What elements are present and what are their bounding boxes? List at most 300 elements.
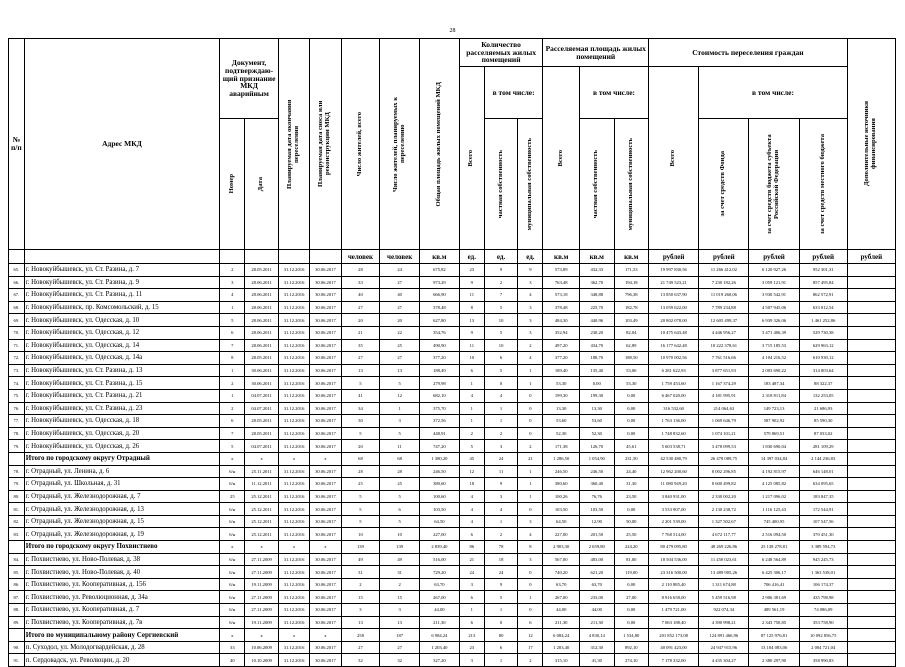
row-number: 65. [9,264,25,277]
row-number: 82. [9,515,25,528]
row-address: г. Отрадный, ул. Ленина, д. 6 [24,465,220,478]
row-cell: x [245,452,278,465]
row-cell: 27.11.2009 [245,591,278,604]
row-cell: 31.12.2016 [278,427,309,440]
row-address: г. Новокуйбышевск, ул. Ст. Разина, д. 13 [24,364,220,377]
row-cell: 2 839,40 [420,541,460,554]
row-cell: 30.06.2017 [310,301,341,314]
row-cell: 27 [341,641,380,654]
table-row [9,490,896,503]
row-cell: 316 532,60 [649,402,699,415]
row-cell: 33 [341,276,380,289]
row-cell: 682,10 [420,389,460,402]
row-number: 85. [9,566,25,579]
unit-cell: ед. [484,250,517,264]
table-row [9,478,896,491]
row-cell: 633 012,54 [799,301,847,314]
row-cell: 12 [380,389,420,402]
row-cell: 0 [484,377,517,390]
unit-cell: кв.м [420,250,460,264]
row-cell: 31.12.2016 [278,515,309,528]
row-cell: 377,20 [543,352,580,365]
table-row [9,440,896,453]
row-cell: 30.06.2017 [310,616,341,629]
row-cell: 103,50 [420,503,460,516]
row-cell: 4 [459,490,484,503]
row-cell: 30.06.2011 [245,377,278,390]
row-cell [847,503,895,516]
row-address: г. Новокуйбышевск, ул. Ст. Разина, д. 7 [24,264,220,277]
row-address: г. Отрадный, ул. Железнодорожная, д. 13 [24,503,220,516]
row-address: г. Похвистнево, ул. Кооперативная, д. 156 [24,578,220,591]
table-row [9,427,896,440]
row-cell [847,289,895,302]
table-header [9,39,896,264]
row-cell: 32 [380,654,420,667]
row-cell: 529 730,38 [799,326,847,339]
unit-cell: ед. [459,250,484,264]
row-cell: 5 [220,440,245,453]
row-cell: x [245,541,278,554]
row-address: г. Отрадный, ул. Железнодорожная, д. 15 [24,515,220,528]
row-cell: 4 435 304,27 [699,654,749,667]
row-cell [847,641,895,654]
row-cell: 448,91 [420,427,460,440]
row-cell: 11 [484,465,517,478]
row-cell: 30.06.2017 [310,264,341,277]
row-cell: 7 [220,339,245,352]
row-cell: 21 749 523,21 [649,276,699,289]
row-cell: 279,98 [420,377,460,390]
row-cell: 7 230 182,26 [699,276,749,289]
row-cell: 497,20 [543,339,580,352]
resettlement-table [8,38,896,667]
row-cell: 3 533 907,00 [649,503,699,516]
row-cell: 30.06.2017 [310,314,341,327]
row-cell: 6 [459,364,484,377]
table-row [9,641,896,654]
row-cell: 26 478 089,75 [699,452,749,465]
row-cell: 3 [518,301,543,314]
row-cell: 4 830,14 [580,629,615,642]
row-cell: 53,06 [614,364,649,377]
row-cell: 8 600 499,82 [699,478,749,491]
row-cell: 1 [220,389,245,402]
row-cell: 31 [380,566,420,579]
row-cell: 187 [380,629,420,642]
row-cell: 2 110 885,40 [649,578,699,591]
row-cell: 3 715 185,53 [749,339,799,352]
row-cell: 629 963,12 [799,339,847,352]
row-cell: 30.06.2017 [310,553,341,566]
row-cell: 4 [459,515,484,528]
row-cell: 40 [341,289,380,302]
row-cell: 9 [518,264,543,277]
row-cell: 1 286,50 [543,452,580,465]
row-cell [847,654,895,667]
row-cell: 6 984,24 [420,629,460,642]
row-cell: 31.12.2016 [278,377,309,390]
row-cell: 40 [220,654,245,667]
row-cell: 10.10.2009 [245,654,278,667]
row-cell: 63,70 [580,578,615,591]
row-cell: 30.06.2017 [310,654,341,667]
row-cell: 233,00 [580,591,615,604]
row-cell: 188,70 [580,352,615,365]
row-cell: 2 330 002,20 [699,490,749,503]
row-cell: 106 174,37 [799,578,847,591]
row-cell: 64,50 [420,515,460,528]
row-cell: 21 [459,553,484,566]
row-cell: 1 074 101,21 [699,427,749,440]
row-number: 78. [9,465,25,478]
row-cell: 573,89 [543,264,580,277]
row-cell: 31.12.2016 [278,402,309,415]
row-address: г. Похвистнево, ул. Ново-Полевая, д. 40 [24,566,220,579]
row-cell: 2 [518,654,543,667]
row-cell: 9 [459,276,484,289]
row-cell: 8 [220,352,245,365]
row-cell: 24 947 915,96 [699,641,749,654]
row-cell: 857 495,84 [799,276,847,289]
row-cell: 5 [380,490,420,503]
row-cell: 1 [518,377,543,390]
row-cell: 27.11.2009 [245,553,278,566]
row-cell: 31.12.2016 [278,490,309,503]
row-cell: 10 [459,352,484,365]
row-cell: 634 095,65 [799,478,847,491]
row-number [9,452,25,465]
row-cell: 28 [341,465,380,478]
row-cell: 3 840 931,00 [649,490,699,503]
row-cell: 5 [341,377,380,390]
row-cell: 68 [380,452,420,465]
row-cell: 10 [380,528,420,541]
row-cell: 182,78 [614,301,649,314]
row-cell: 12 962 200,60 [649,465,699,478]
row-number: 69. [9,314,25,327]
row-cell: 796,38 [614,289,649,302]
row-cell: 30.06.2017 [310,440,341,453]
row-cell: 315,10 [543,654,580,667]
row-cell: 246,50 [543,465,580,478]
row-cell: 04.07.2011 [245,402,278,415]
row-cell: 483,00 [580,553,615,566]
row-cell: 5 [341,503,380,516]
header-area-private: частная собственность [580,119,615,250]
row-cell: 1 [484,415,517,428]
row-cell: 6 [518,616,543,629]
row-number: 90. [9,641,25,654]
row-cell: 952 301,31 [799,264,847,277]
row-cell: 1 [484,654,517,667]
row-cell: 31.12.2016 [278,578,309,591]
row-cell: 201,50 [580,528,615,541]
header-total-area: Общая площадь жилых помещений МКД [420,39,460,250]
row-cell: 188,50 [614,352,649,365]
row-cell: 3 [518,314,543,327]
header-cost-including: в том числе: [699,67,848,119]
row-cell: 281 109,29 [799,440,847,453]
row-cell: 25.12.2011 [245,503,278,516]
row-cell: 2 144 236,83 [799,452,847,465]
row-cell: 30.06.2017 [310,389,341,402]
row-cell: 3 [518,276,543,289]
row-cell: 85 590,30 [799,415,847,428]
row-cell [847,276,895,289]
row-cell: 27 [341,352,380,365]
row-cell: 380,60 [543,478,580,491]
row-cell: 28.05.2011 [245,415,278,428]
row-cell [847,314,895,327]
row-cell: 4 104 216,52 [749,352,799,365]
unit-cell [9,250,25,264]
row-cell: 2 [484,427,517,440]
row-cell: 27 [380,641,420,654]
row-cell: 945 245,73 [799,553,847,566]
row-cell: 489 561,19 [749,604,799,617]
row-cell: 13 489 905,26 [699,566,749,579]
table-row [9,578,896,591]
row-cell: 30.06.2017 [310,339,341,352]
row-cell: 2 [459,427,484,440]
row-cell: 30.06.2017 [310,377,341,390]
row-cell: 28.06.2011 [245,276,278,289]
row-address: г. Похвистнево, ул. Ново-Полевая, д. 38 [24,553,220,566]
row-cell [847,528,895,541]
table-row [9,389,896,402]
table-row [9,616,896,629]
row-cell: 3 [518,326,543,339]
row-cell: 6 425 306,17 [749,566,799,579]
row-cell [847,452,895,465]
row-cell: 6/н [220,515,245,528]
row-cell: 211,30 [580,616,615,629]
row-cell: 3 930 542,91 [749,289,799,302]
row-cell [847,415,895,428]
row-cell: 88 322,37 [799,377,847,390]
unit-cell [220,250,245,264]
row-cell: 103,50 [580,503,615,516]
row-cell: 183 487,34 [749,377,799,390]
row-cell: 862 572,91 [799,289,847,302]
row-cell: 6/н [220,591,245,604]
row-cell: 3 [518,515,543,528]
row-cell: 44,00 [580,604,615,617]
row-cell: 227,00 [543,528,580,541]
row-cell: 1 [459,415,484,428]
row-cell: 49 [341,553,380,566]
row-cell: 434,70 [580,339,615,352]
row-cell: 0 [518,389,543,402]
row-cell: 53,30 [614,377,649,390]
row-cell [847,364,895,377]
row-cell: 3 877 651,93 [699,364,749,377]
row-cell: 225,70 [580,301,615,314]
row-cell: 230,20 [580,326,615,339]
row-cell: 267,00 [543,591,580,604]
table-row [9,377,896,390]
row-cell: 74 086,09 [799,604,847,617]
row-number: 75. [9,389,25,402]
row-cell: 4 [484,503,517,516]
row-cell: 23 [459,641,484,654]
row-cell: 2 [220,402,245,415]
row-cell: 25.12.2011 [245,515,278,528]
row-cell: 28 [341,264,380,277]
row-cell: x [310,541,341,554]
row-cell: 10.06.2009 [245,641,278,654]
row-number: 79. [9,440,25,453]
row-cell: 27.11.2009 [245,566,278,579]
row-cell: 76,76 [580,490,615,503]
header-planned-demolition: Планируемая дата сноса или реконструкции МКД [310,39,341,250]
row-address: г. Новокуйбышевск, ул. Одесская, д. 12 [24,326,220,339]
row-cell: 587 902,92 [749,415,799,428]
row-cell: 6 939 326,06 [749,314,799,327]
row-cell: 24 [484,452,517,465]
row-cell: 0 [518,566,543,579]
row-cell: 6 [484,352,517,365]
row-cell: 2 004 721,04 [799,641,847,654]
row-cell: 14 397 034,84 [749,452,799,465]
row-cell: 213 [459,629,484,642]
row-cell: 6 [459,616,484,629]
row-cell: 2 [484,528,517,541]
row-cell: 23 316 500,00 [649,566,699,579]
row-cell: 7 178 332,00 [649,654,699,667]
row-cell: 5 [380,377,420,390]
row-cell: 13 [459,314,484,327]
row-cell: 4 [459,503,484,516]
row-number: 81. [9,503,25,516]
row-cell: 30.06.2017 [310,578,341,591]
row-cell: 573,18 [543,289,580,302]
row-cell: 28 [380,465,420,478]
row-cell: 4 125 085,82 [749,478,799,491]
row-cell [847,339,895,352]
row-cell: 6 467 020,00 [649,389,699,402]
row-cell: 27 [380,276,420,289]
row-cell: 40 [380,289,420,302]
row-cell: 25 [220,490,245,503]
row-cell: 18 504 536,00 [649,553,699,566]
row-cell: 13 [341,364,380,377]
header-number: № п/п [9,39,25,250]
row-cell: 19.11.2009 [245,578,278,591]
table-row [9,591,896,604]
row-cell: 31,30 [614,478,649,491]
row-cell: 107 547,56 [799,515,847,528]
row-address: Итого по городскому округу Отрадный [24,452,220,465]
header-cost-local: за счет средств местного бюджета [799,119,847,250]
row-cell: 6 [484,641,517,654]
row-cell: 30.06.2017 [310,427,341,440]
row-cell: 30.06.2017 [310,415,341,428]
row-number: 67. [9,289,25,302]
row-cell: 20 802 078,00 [649,314,699,327]
row-cell: 1 203,40 [543,641,580,654]
row-cell: 1 [484,515,517,528]
row-cell: 63,70 [543,578,580,591]
row-cell [847,440,895,453]
unit-cell: рублей [799,250,847,264]
row-number: 77. [9,415,25,428]
row-cell: 327,20 [420,654,460,667]
table-row [9,465,896,478]
row-cell: 80 [484,629,517,642]
header-planned-end: Планируемая дата окончания переселения [278,39,309,250]
row-cell: 11 [380,440,420,453]
row-cell: 0,00 [614,578,649,591]
row-cell: 48 269 226,86 [699,541,749,554]
row-cell: 2 003 690,22 [749,364,799,377]
row-cell: 6 [220,415,245,428]
row-cell: 892,10 [614,641,649,654]
row-cell: 5 [484,591,517,604]
row-cell: 1 [518,364,543,377]
row-cell: 13 850 637,90 [649,289,699,302]
row-cell [847,553,895,566]
row-cell: 30.06.2017 [310,402,341,415]
unit-cell: кв.м [614,250,649,264]
table-row [9,515,896,528]
row-cell: 5 [220,314,245,327]
row-cell: 50,00 [614,515,649,528]
header-count-total: Всего [459,67,484,250]
row-cell: 1 069 646,79 [699,415,749,428]
header-area-total: Всего [543,67,580,250]
row-cell: 49 [380,553,420,566]
row-cell: 28.06.2011 [245,326,278,339]
row-cell: 28.06.2011 [245,301,278,314]
row-cell: 52,30 [543,427,580,440]
row-cell: 1 748 832,60 [649,427,699,440]
row-cell: 30.06.2017 [310,478,341,491]
row-cell: 31.12.2016 [278,478,309,491]
row-cell: 358 990,83 [799,654,847,667]
row-cell: 380,60 [420,478,460,491]
row-cell: 87 125 976,81 [749,629,799,642]
row-cell: 68 [341,452,380,465]
row-cell: 35 [341,339,380,352]
row-cell: 7 [220,427,245,440]
header-extra-sources: Дополнительные источники финансирования [847,39,895,250]
row-cell: 13 [341,616,380,629]
row-number: 74. [9,377,25,390]
header-doc-date: Дата [245,119,278,250]
row-cell: 6 [459,528,484,541]
row-cell: 490,90 [420,339,460,352]
row-cell: 1 311 674,88 [699,578,749,591]
row-cell: 53,30 [543,377,580,390]
row-cell: 6 248 564,89 [749,553,799,566]
row-address: г. Новокуйбышевск, ул. Ст. Разина, д. 23 [24,402,220,415]
row-cell: 25 [380,478,420,491]
row-cell: 23 [459,264,484,277]
row-cell: 31.12.2016 [278,616,309,629]
row-cell: 25,50 [614,528,649,541]
row-cell: 52,30 [580,427,615,440]
row-cell: 13 [380,616,420,629]
row-cell: 5 [484,301,517,314]
row-cell: 32 [341,654,380,667]
row-cell: 13 059 622,00 [649,301,699,314]
row-cell [847,629,895,642]
row-cell: 80 479 095,80 [649,541,699,554]
row-cell: 12 605 499,37 [699,314,749,327]
row-cell: 2 343 750,85 [749,616,799,629]
